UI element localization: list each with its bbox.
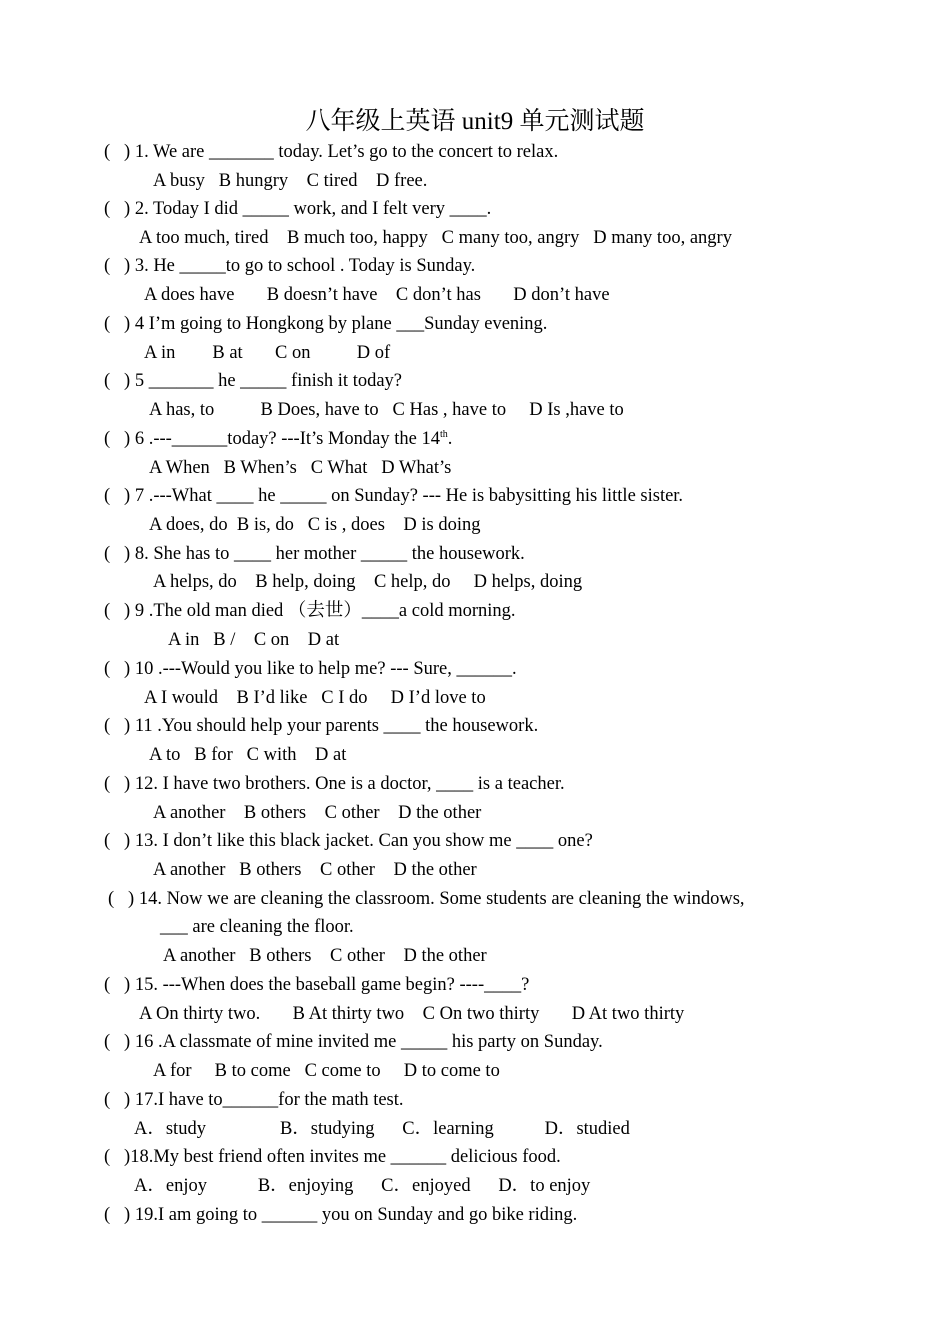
question-2-options: A too much, tired B much too, happy C many too, angry D many too, angry [139, 228, 732, 248]
question-13-options: A another B others C other D the other [153, 860, 477, 880]
question-13: ( ) 13. I don’t like this black jacket. Can you show me ____ one? [104, 831, 593, 851]
question-12: ( ) 12. I have two brothers. One is a doctor, ____ is a teacher. [104, 774, 565, 794]
question-6 [104, 425, 452, 453]
question-1-options: A busy B hungry C tired D free. [153, 171, 428, 191]
question-8: ( ) 8. She has to ____ her mother _____ the housework. [104, 544, 525, 564]
question-3: ( ) 3. He _____to go to school . Today is Sunday. [104, 256, 476, 276]
question-6-options: A When B When’s C What D What’s [149, 458, 452, 478]
question-11-options: A to B for C with D at [149, 745, 347, 765]
question-7-options: A does, do B is, do C is , does D is doing [149, 515, 481, 535]
question-17: ( ) 17.I have to______for the math test. [104, 1090, 404, 1110]
question-4: ( ) 4 I’m going to Hongkong by plane ___Sunday evening. [104, 314, 548, 334]
question-10-options: A I would B I’d like C I do D I’d love to [144, 688, 486, 708]
question-6-text: ( ) 6 .---______today? ---It’s Monday the 14 [104, 429, 440, 449]
question-18-options: A．enjoy B．enjoying C．enjoyed D．to enjoy [134, 1176, 591, 1196]
question-10: ( ) 10 .---Would you like to help me? --- Sure, ______. [104, 659, 517, 679]
question-19: ( ) 19.I am going to ______ you on Sunday and go bike riding. [104, 1205, 578, 1225]
question-16-options: A for B to come C come to D to come to [153, 1061, 500, 1081]
question-2: ( ) 2. Today I did _____ work, and I felt very ____. [104, 199, 492, 219]
question-1: ( ) 1. We are _______ today. Let’s go to the concert to relax. [104, 142, 559, 162]
question-17-options: A．study B．studying C．learning D．studied [134, 1119, 630, 1139]
question-11: ( ) 11 .You should help your parents ____ the housework. [104, 716, 539, 736]
question-14-options: A another B others C other D the other [163, 946, 487, 966]
question-14-continuation: ___ are cleaning the floor. [160, 917, 354, 937]
question-9-options: A in B / C on D at [168, 630, 340, 650]
question-16: ( ) 16 .A classmate of mine invited me _____ his party on Sunday. [104, 1032, 603, 1052]
question-5: ( ) 5 _______ he _____ finish it today? [104, 371, 403, 391]
question-6-superscript: th [440, 428, 448, 440]
question-6-period: . [447, 429, 453, 449]
question-14: ( ) 14. Now we are cleaning the classroom. Some students are cleaning the windows, [108, 889, 745, 909]
question-18: ( )18.My best friend often invites me ______ delicious food. [104, 1147, 561, 1167]
question-7: ( ) 7 .---What ____ he _____ on Sunday? --- He is babysitting his little sister. [104, 486, 684, 506]
question-15: ( ) 15. ---When does the baseball game begin? ----____? [104, 975, 530, 995]
question-8-options: A helps, do B help, doing C help, do D helps, doing [153, 572, 583, 592]
question-3-options: A does have B doesn’t have C don’t has D don’t have [144, 285, 610, 305]
question-12-options: A another B others C other D the other [153, 803, 482, 823]
page-title: 八年级上英语 unit9 单元测试题 [305, 108, 645, 135]
question-4-options: A in B at C on D of [144, 343, 391, 363]
question-5-options: A has, to B Does, have to C Has , have to D Is ,have to [149, 400, 624, 420]
question-15-options: A On thirty two. B At thirty two C On two thirty D At two thirty [139, 1004, 685, 1024]
question-9: ( ) 9 .The old man died （去世）____a cold morning. [104, 601, 516, 621]
